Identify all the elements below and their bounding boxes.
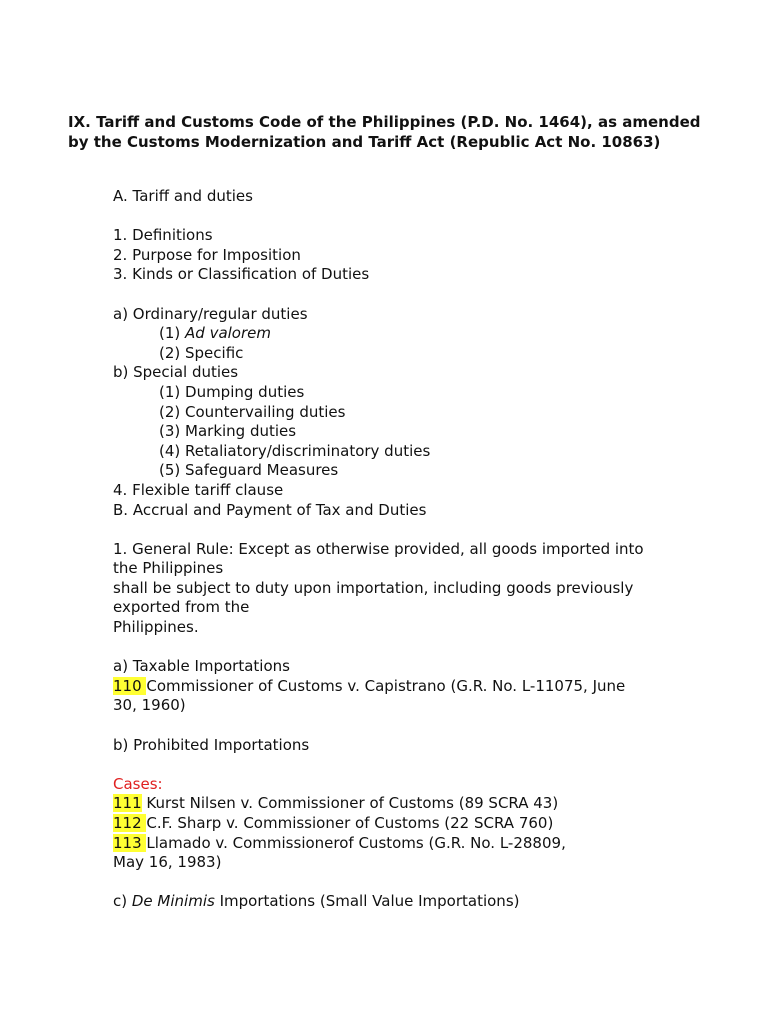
prohibited-importations-label: b) Prohibited Importations [113,735,310,754]
case-113-continuation: May 16, 1983) [113,853,222,872]
de-minimis-prefix: c) [113,892,132,911]
de-minimis-term: De Minimis [131,892,215,911]
case-title: Kurst Nilsen v. Commissioner of Customs (89 SCRA 43) [141,794,559,813]
case-number-highlight: 113 [113,833,147,852]
case-number-highlight: 110 [113,676,147,695]
ad-valorem-term: Ad valorem [185,324,271,343]
ordinary-duties-label: a) Ordinary/regular duties [113,304,308,323]
spacer [113,207,673,227]
case-title: C.F. Sharp v. Commissioner of Customs (22 SCRA 760) [146,814,554,832]
ordinary-duty-number: (1) [159,324,186,343]
spacer [113,638,673,658]
general-rule-line: shall be subject to duty upon importation, including goods previously [113,578,634,597]
case-title: Llamado v. Commissionerof Customs (G.R. No. L-28809, [146,833,566,852]
list-item-definitions: 1. Definitions [113,226,213,245]
case-number-highlight: 112 [113,814,147,832]
special-duties-label: b) Special duties [113,363,239,382]
general-rule-line: the Philippines [113,559,224,578]
spacer [113,285,673,305]
spacer [113,520,673,540]
case-number-highlight: 111 [113,794,142,813]
section-a-title: A. Tariff and duties [113,187,253,205]
spacer [113,755,673,775]
taxable-importations-label: a) Taxable Importations [113,657,290,676]
general-rule-line: 1. General Rule: Except as otherwise provided, all goods imported into [113,539,644,558]
section-b-title: B. Accrual and Payment of Tax and Duties [113,500,427,519]
list-item-kinds: 3. Kinds or Classification of Duties [113,265,370,284]
case-111 [113,794,673,814]
special-duty-item: (3) Marking duties [159,422,297,441]
case-110 [113,677,673,697]
special-duty-item: (4) Retaliatory/discriminatory duties [159,441,431,460]
special-duty-item: (1) Dumping duties [159,382,305,401]
spacer [113,873,673,893]
special-duty-item: (5) Safeguard Measures [159,461,339,480]
case-110-continuation: 30, 1960) [113,696,186,715]
document-heading: IX. Tariff and Customs Code of the Philippines (P.D. No. 1464), as amended by the Customs Modernization and Tariff Act (Republic Act No. 10863) [68,113,701,151]
document-body [113,187,673,912]
case-112 [113,814,673,834]
ordinary-duty-ad-valorem [113,324,673,344]
de-minimis-suffix: Importations (Small Value Importations) [214,892,520,911]
special-duty-item: (2) Countervailing duties [159,402,346,421]
general-rule-line: exported from the [113,598,250,617]
cases-label: Cases: [113,774,163,793]
case-113 [113,834,673,854]
case-title: Commissioner of Customs v. Capistrano (G.R. No. L-11075, June [146,676,626,695]
spacer [113,716,673,736]
de-minimis-importations [113,892,673,912]
list-item-flexible-tariff: 4. Flexible tariff clause [113,480,284,499]
general-rule-line: Philippines. [113,618,199,637]
ordinary-duty-specific: (2) Specific [159,343,244,362]
list-item-purpose: 2. Purpose for Imposition [113,245,301,264]
